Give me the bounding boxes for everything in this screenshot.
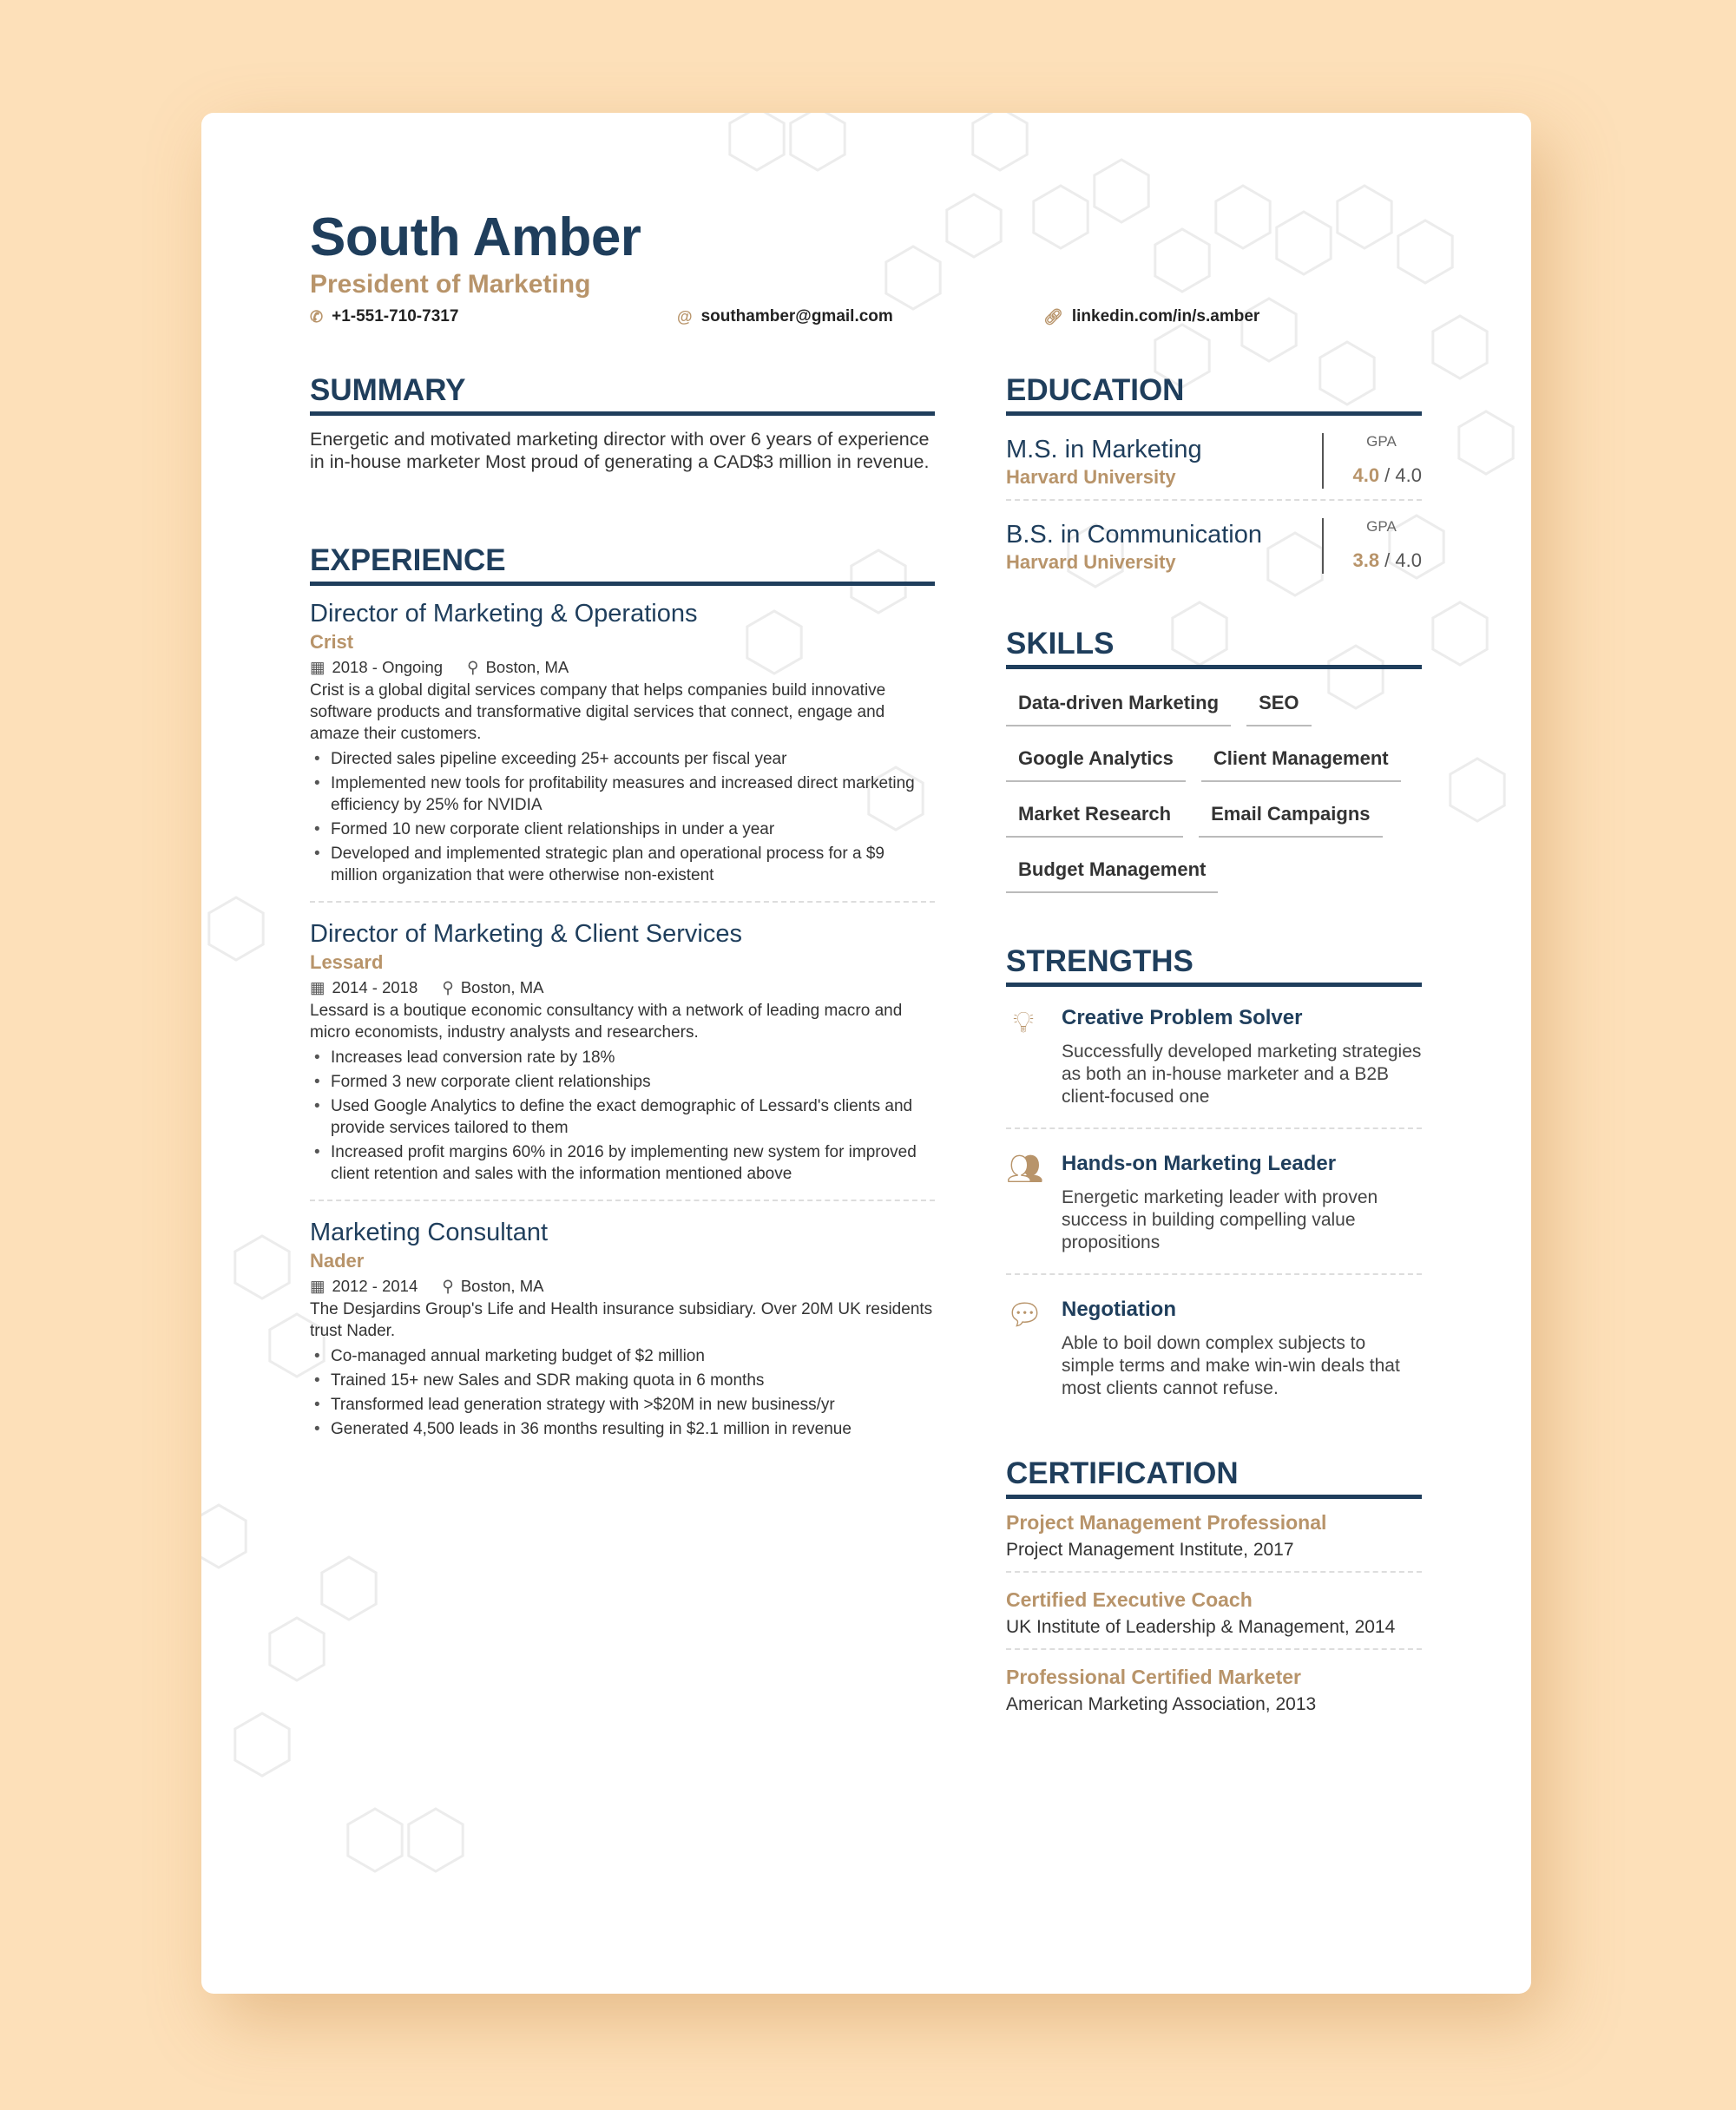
gpa-max: 4.0 [1395,549,1422,571]
job-meta [310,1274,935,1298]
skill-tag: SEO [1246,685,1311,726]
skills-section [1006,627,1422,893]
education-info [1006,518,1262,574]
strengths-heading: STRENGTHS [1006,944,1422,987]
job-description: Crist is a global digital services company that helps companies build innovative software products and transformative digital services that connect, engage and amaze their customers. [310,681,886,743]
education-entry [1006,428,1422,501]
strengths-section [1006,944,1422,1435]
certification-entry [1006,1588,1422,1650]
map-pin-icon: ⚲ [442,978,454,996]
job-location-text: Boston, MA [460,1277,544,1295]
certification-section [1006,1456,1422,1741]
certification-title: Certified Executive Coach [1006,1588,1253,1611]
hexagon-shape [1216,186,1270,248]
map-pin-icon: ⚲ [442,1277,454,1295]
calendar-icon: ▦ [310,1277,326,1295]
bullet-item: • Used Google Analytics to define the exact demographic of Lessard's clients and provide services tailored to them [310,1095,935,1139]
phone-icon: ✆ [310,307,324,325]
job-meta [310,976,935,1000]
hexagon-shape [730,113,784,170]
skill-tag: Google Analytics [1006,740,1186,782]
job-entry [310,918,935,1201]
bullet-item: • Implemented new tools for profitability measures and increased direct marketing efficiency by 25% for NVIDIA [310,772,935,816]
certification-entry [1006,1666,1422,1725]
phone [310,307,458,326]
linkedin[interactable] [1043,307,1259,326]
at-icon: @ [677,307,693,325]
skill-tag: Data-driven Marketing [1006,685,1231,726]
strength-title: Hands-on Marketing Leader [1062,1152,1337,1175]
hexagon-shape [348,1809,402,1871]
school: Harvard University [1006,466,1176,488]
job-title: Director of Marketing & Client Services [310,920,742,948]
hexagon-shape [409,1809,463,1871]
job-dates-text: 2018 - Ongoing [332,658,444,676]
gpa-value [1324,464,1422,487]
experience-heading: EXPERIENCE [310,543,935,586]
certification-heading: CERTIFICATION [1006,1456,1422,1499]
education-entry [1006,513,1422,584]
strength-content [1062,1152,1422,1254]
gpa-box [1322,518,1422,574]
job-dates [310,655,443,680]
company-name: Nader [310,1250,365,1272]
hexagon-shape [1277,212,1331,274]
email[interactable] [677,307,893,326]
hexagon-shape [1338,186,1391,248]
hexagon-shape [791,113,845,170]
certification-issuer: UK Institute of Leadership & Management, 2014 [1006,1617,1396,1637]
summary-text: Energetic and motivated marketing director with over 6 years of experience in in-house marketer Most proud of generating a CAD$3 million in revenue. [310,429,930,472]
job-dates [310,1274,418,1298]
hexagon-shape [1433,316,1487,378]
job-dates [310,976,418,1000]
job-location [442,976,543,1000]
job-location [442,1274,543,1298]
hexagon-shape [235,1713,289,1776]
strength-entry [1006,1291,1422,1419]
job-entry [310,598,935,903]
gpa-label: GPA [1366,433,1397,450]
hexagon-shape [973,113,1027,170]
link-icon: 🔗︎ [1043,307,1063,325]
bullet-item: • Formed 10 new corporate client relationships in under a year [310,818,935,840]
users-icon: 👥︎ [1006,1153,1044,1186]
school: Harvard University [1006,551,1176,573]
strength-title: Negotiation [1062,1298,1176,1321]
certification-entry [1006,1511,1422,1573]
certification-title: Project Management Professional [1006,1511,1327,1534]
strength-content [1062,1006,1422,1108]
hexagon-shape [235,1236,289,1298]
calendar-icon: ▦ [310,658,326,676]
candidate-title: President of Marketing [310,270,591,299]
hexagon-shape [947,194,1001,257]
phone-text: +1-551-710-7317 [332,307,459,325]
strength-text: Successfully developed marketing strategies as both an in-house marketer and a B2B client-focused one [1062,1042,1422,1107]
skill-tag: Email Campaigns [1199,796,1382,838]
gpa-score: 4.0 [1352,464,1380,486]
hexagon-shape [886,246,940,309]
gpa-score: 3.8 [1352,549,1380,571]
bullet-item: • Transformed lead generation strategy with >$20M in new business/yr [310,1394,935,1416]
email-text[interactable]: southamber@gmail.com [700,307,893,325]
gpa-box [1322,433,1422,489]
certification-title: Professional Certified Marketer [1006,1666,1302,1688]
hexagon-shape [1155,229,1209,292]
hexagon-shape [1433,602,1487,665]
map-pin-icon: ⚲ [467,658,479,676]
job-bullets [310,1047,935,1185]
hexagon-shape [270,1618,324,1680]
job-description: Lessard is a boutique economic consultancy with a network of leading macro and micro economists, industry analysts and researchers. [310,1002,903,1042]
hexagon-shape [1459,411,1513,474]
experience-section [310,543,935,1470]
strength-content [1062,1298,1422,1400]
degree: M.S. in Marketing [1006,436,1202,463]
speech-bubble-icon: 💬︎ [1006,1298,1044,1331]
header [310,207,641,299]
certification-issuer: Project Management Institute, 2017 [1006,1540,1294,1560]
company-name: Lessard [310,951,384,973]
skill-tag: Client Management [1201,740,1401,782]
strength-entry [1006,999,1422,1129]
bullet-item: • Formed 3 new corporate client relationships [310,1071,935,1093]
degree: B.S. in Communication [1006,521,1262,549]
job-title: Director of Marketing & Operations [310,600,698,628]
hexagon-shape [1095,160,1148,222]
gpa-label: GPA [1366,518,1397,535]
job-title: Marketing Consultant [310,1219,549,1246]
education-section [1006,373,1422,596]
skill-tag: Budget Management [1006,851,1218,893]
strength-title: Creative Problem Solver [1062,1006,1303,1029]
lightbulb-icon: 💡︎ [1013,1006,1034,1039]
hexagon-shape [1034,186,1088,248]
bullet-item: • Co-managed annual marketing budget of $2 million [310,1345,935,1367]
job-location [467,655,569,680]
calendar-icon: ▦ [310,978,326,996]
job-bullets [310,1345,935,1440]
hexagon-shape [201,1505,246,1568]
gpa-value [1324,549,1422,572]
summary-section [310,373,935,473]
hexagon-shape [1398,220,1452,283]
gpa-separator: / [1379,549,1396,571]
hexagon-shape [209,897,263,960]
skill-tag: Market Research [1006,796,1183,838]
education-heading: EDUCATION [1006,373,1422,416]
job-location-text: Boston, MA [485,658,569,676]
hexagon-shape [322,1557,376,1620]
bullet-item: • Developed and implemented strategic plan and operational process for a $9 million organization that were otherwise non-existent [310,843,935,886]
strength-text: Energetic marketing leader with proven success in building compelling value propositions [1062,1187,1378,1252]
candidate-name: South Amber [310,207,641,267]
education-info [1006,433,1202,489]
job-bullets [310,748,935,886]
job-entry [310,1217,935,1455]
job-description: The Desjardins Group's Life and Health insurance subsidiary. Over 20M UK residents trust Nader. [310,1300,933,1340]
bullet-item: • Generated 4,500 leads in 36 months resulting in $2.1 million in revenue [310,1418,935,1440]
bullet-item: • Directed sales pipeline exceeding 25+ accounts per fiscal year [310,748,935,770]
job-location-text: Boston, MA [460,978,544,996]
bullet-item: • Trained 15+ new Sales and SDR making quota in 6 months [310,1370,935,1391]
gpa-max: 4.0 [1395,464,1422,486]
job-dates-text: 2012 - 2014 [332,1277,418,1295]
strength-text: Able to boil down complex subjects to simple terms and make win-win deals that most clients cannot refuse. [1062,1333,1400,1398]
job-meta [310,655,935,680]
company-name: Crist [310,631,354,653]
gpa-separator: / [1379,464,1396,486]
bullet-item: • Increases lead conversion rate by 18% [310,1047,935,1068]
linkedin-text[interactable]: linkedin.com/in/s.amber [1071,307,1260,325]
hexagon-shape [1450,759,1504,821]
job-dates-text: 2014 - 2018 [332,978,418,996]
summary-heading: SUMMARY [310,373,935,416]
certification-issuer: American Marketing Association, 2013 [1006,1694,1317,1714]
bullet-item: • Increased profit margins 60% in 2016 by implementing new system for improved client retention and sales with the information mentioned above [310,1141,935,1185]
strength-entry [1006,1145,1422,1275]
skills-heading: SKILLS [1006,627,1422,669]
resume-page [201,113,1531,1994]
